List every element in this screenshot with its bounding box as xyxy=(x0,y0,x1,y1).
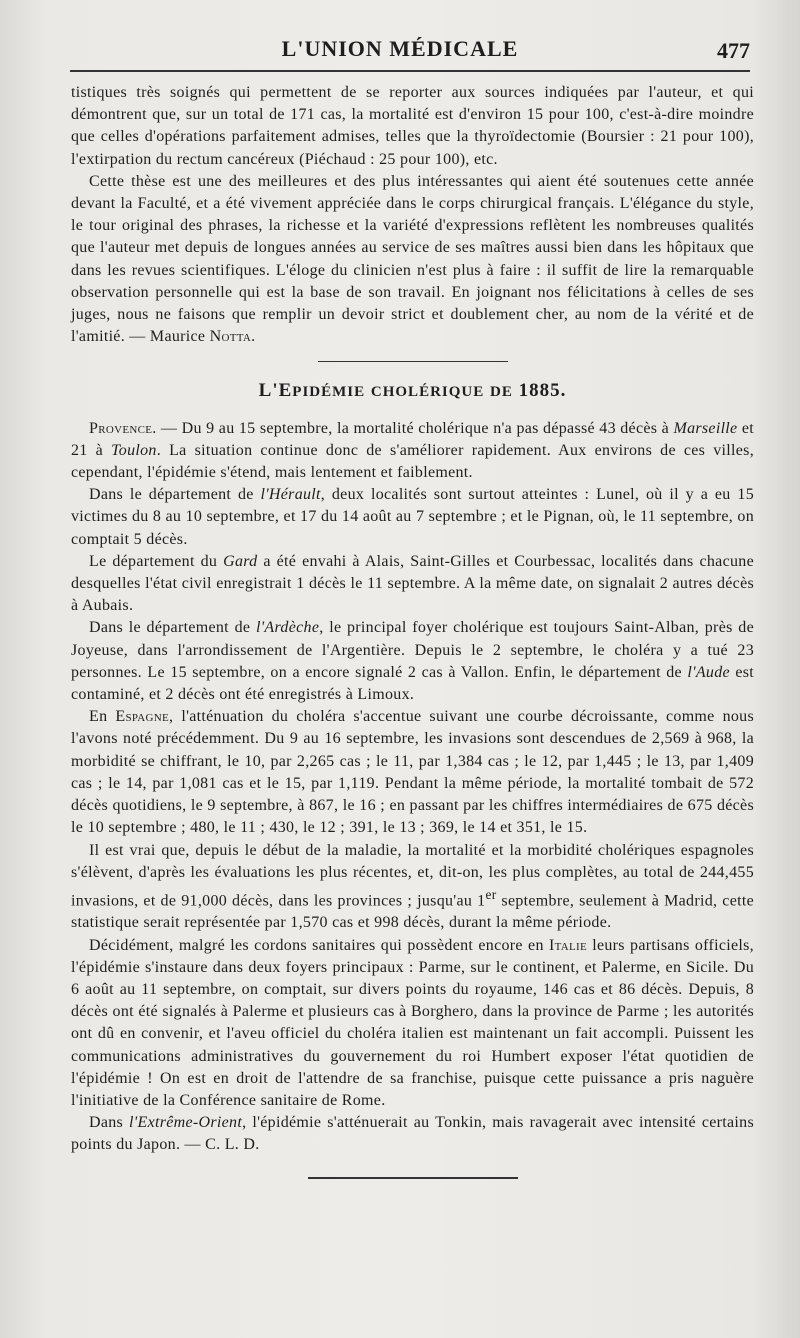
paragraph-italie: Décidément, malgré les cordons sanitaires qui possèdent encore en Italie leurs partisans officiels, l'épidémie s'instaure dans deux foyers principaux : Parme, sur le continent, et Palerme, en Sicile. Du 6 août au 11 septembre, on comptait, sur divers points du royaume, 146 cas et 86 décès. Depuis, 8 décès ont été signalés à Palerme et plusieurs cas à Borghero, dans la province de Parme ; les autorités ont dû en convenir, et l'aveu officiel du choléra italien est maintenant un fait accompli. Puissent les communications administratives du gouvernement du roi Humbert exposer l'état quotidien de l'épidémie ! On est en droit de l'attendre de sa franchise, puisque cette puissance a pris naguère l'initiative de la Conférence sanitaire de Rome. xyxy=(71,936,754,1110)
end-rule xyxy=(308,1177,518,1179)
section-divider xyxy=(318,361,508,362)
paragraph-statistics: tistiques très soignés qui permettent de se reporter aux sources indiquées par l'auteur, et qui démontrent que, sur un total de 171 cas, la mortalité est d'environ 15 pour 100, c'est-à-dire moindre que celles d'opérations parfaitement admises, telles que la thyroïdectomie (Boursier : 21 pour 100), l'extirpation du rectum cancéreux (Piéchaud : 25 pour 100), etc. xyxy=(71,84,754,168)
paragraph-espagne: En Espagne, l'atténuation du choléra s'accentue suivant une courbe décroissante, comme nous l'avons noté précédemment. Du 9 au 16 septembre, les invasions sont descendues de 2,569 à 968, la morbidité se chiffrant, le 10, par 2,265 cas ; le 11, par 1,384 cas ; le 12, par 1,445 ; le 13, par 1,409 cas ; le 14, par 1,081 cas et le 15, par 1,119. Pendant la même période, la mortalité tombait de 572 décès quotidiens, le 9 septembre, à 867, le 16 ; en passant par les chiffres intermédiaires de 675 décès le 10 septembre ; 480, le 11 ; 430, le 12 ; 391, le 13 ; 369, le 14 et 351, le 15. xyxy=(71,708,754,837)
page-number: 477 xyxy=(717,38,750,63)
paragraph-ardeche: Dans le département de l'Ardèche, le principal foyer cholérique est toujours Saint-Alban, près de Joyeuse, dans l'arrondissement de l'Argentière. Depuis le 2 septembre, le choléra y a tué 23 personnes. Le 15 septembre, on a encore signalé 2 cas à Vallon. Enfin, le département de l'Aude est contaminé, et 2 décès ont été enregistrés à Limoux. xyxy=(71,619,754,704)
section-heading: L'EPIDÉMIE CHOLÉRIQUE DE 1885. xyxy=(258,380,567,402)
header-rule xyxy=(70,70,750,72)
paragraph-provence: Provence. — Du 9 au 15 septembre, la mortalité cholérique n'a pas dépassé 43 décès à Marseille et 21 à Toulon. La situation continue donc de s'améliorer rapidement. Aux environs de ces villes, cependant, l'épidémie s'étend, mais lentement et faiblement. xyxy=(71,419,754,482)
paragraph-espagne-totals: Il est vrai que, depuis le début de la maladie, la mortalité et la morbidité cholériques espagnoles s'élèvent, d'après les évaluations les plus récentes, et, dit-on, les plus complètes, au total de 244,455 invasions, et de 91,000 décès, dans les provinces ; jusqu'au 1er septembre, seulement à Madrid, cette statistique serait représentée par 1,570 cas et 998 décès, durant la même période. xyxy=(71,841,754,932)
article-body xyxy=(71,82,754,1179)
paragraph-extreme-orient: Dans l'Extrême-Orient, l'épidémie s'atténuerait au Tonkin, mais ravagerait avec intensité certains points du Japon. — C. L. D. xyxy=(71,1114,754,1154)
author-name: Notta xyxy=(209,328,252,346)
journal-title: L'UNION MÉDICALE xyxy=(281,36,519,61)
paragraph-gard: Le département du Gard a été envahi à Alais, Saint-Gilles et Courbessac, localités dans chacune desquelles l'état civil enregistrait 1 décès le 11 septembre. A la même date, on signalait 2 autres décès à Aubais. xyxy=(71,552,754,615)
paragraph-herault: Dans le département de l'Hérault, deux localités sont surtout atteintes : Lunel, où il y a eu 15 victimes du 8 au 10 septembre, et 17 du 14 août au 7 septembre ; et le Pignan, où, le 11 septembre, on comptait 5 décès. xyxy=(71,486,754,548)
paragraph-thesis-review: Cette thèse est une des meilleures et des plus intéressantes qui aient été soutenues cette année devant la Faculté, et a été vivement appréciée dans le corps chirurgical français. L'élégance du style, le tour original des phrases, la richesse et la variété d'expressions reflètent les nombreuses qualités que l'auteur met depuis de longues années au service de ses maîtres aussi bien dans les hôpitaux que dans les revues scientifiques. L'éloge du clinicien n'est plus à faire : il suffit de lire la remarquable observation personnelle qui est la base de son travail. En joignant nos félicitations à celles de ses juges, nous ne faisons que remplir un devoir strict et doublement cher, au nom de la vérité et de l'amitié. — Maurice Notta. xyxy=(71,172,754,346)
running-header xyxy=(0,36,800,72)
region-label: Provence. xyxy=(89,419,157,437)
